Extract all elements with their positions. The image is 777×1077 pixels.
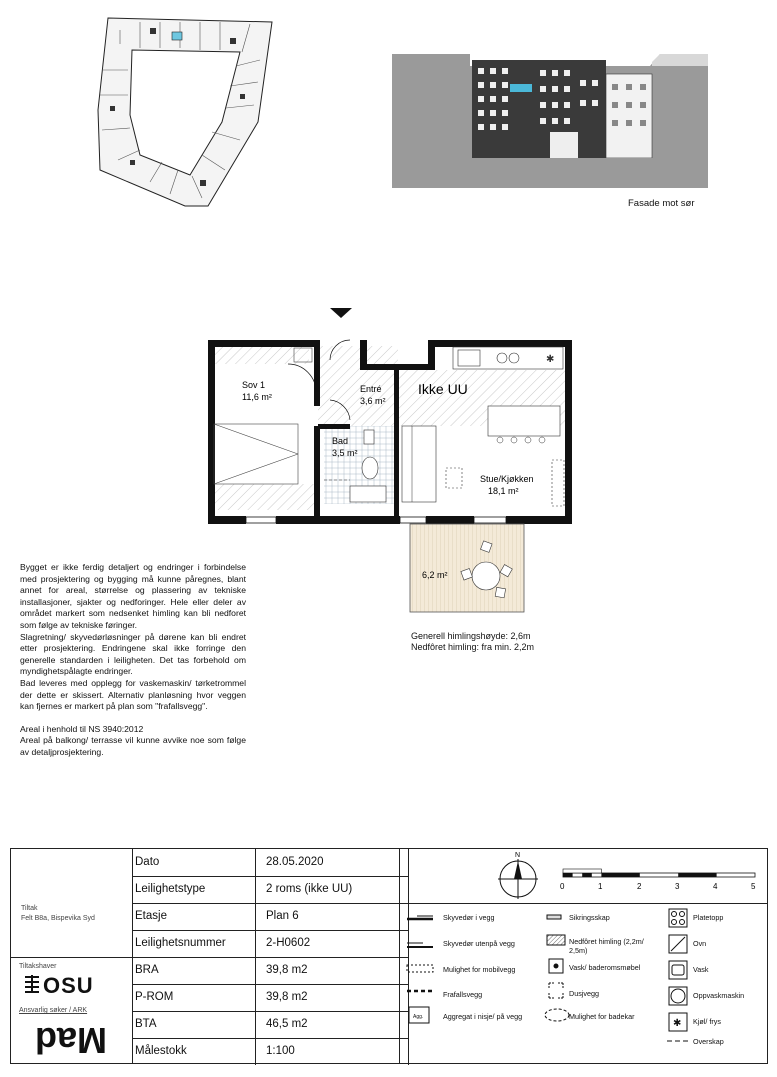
legend-label: Ovn bbox=[693, 939, 707, 948]
cooktop-icon bbox=[669, 909, 687, 927]
note-paragraph: Slagretning/ skyvedørløsninger på dørene kan bli endret etter prosjektering. Endringene skal ikke forringe den generelle standarden i leiligheten. Det tas forbehold om myndighetspålagte endringer. bbox=[20, 631, 246, 677]
legend-label: Platetopp bbox=[693, 913, 724, 922]
note-paragraph: Bygget er ikke ferdig detaljert og endringer i forbindelse med prosjektering og bygging må kunne påregnes, blant annet for areal, størrelse og plassering av tekniske installasjoner, sjakter og nedforinger. Hele eller deler av området markert som nedsenket himling kan bli nedforet som følge av tekniske føringer. bbox=[20, 562, 246, 630]
scale-tick: 2 bbox=[637, 882, 642, 891]
ansvarlig-label: Ansvarlig søker / ARK bbox=[19, 1007, 88, 1014]
legend-label: Aggregat i nisje/ på vegg bbox=[443, 1012, 523, 1021]
osu-mark-icon bbox=[25, 975, 39, 993]
table-row: P-ROM 39,8 m2 bbox=[132, 984, 409, 1012]
facade-elevation bbox=[390, 40, 710, 192]
accessibility-label: Ikke UU bbox=[418, 381, 468, 397]
legend-label: Overskap bbox=[693, 1037, 724, 1046]
legend-label: Skyvedør utenpå vegg bbox=[443, 939, 515, 948]
room-area-entre: 3,6 m² bbox=[360, 396, 386, 406]
facade-highlight bbox=[510, 84, 532, 92]
sink-icon bbox=[669, 961, 687, 979]
compass-and-scale bbox=[411, 849, 767, 903]
room-name-sov1: Sov 1 bbox=[242, 380, 266, 390]
floor-plan bbox=[200, 300, 580, 620]
scale-tick: 4 bbox=[713, 882, 718, 891]
legend-label: Mulighet for badekar bbox=[569, 1012, 635, 1021]
table-row: Dato 28.05.2020 bbox=[132, 849, 409, 877]
note-paragraph: Bad leveres med opplegg for vaskemaskin/ tørketrommel der dette er skissert. Alternativ planløsning hvor veggen kan fjernes er markert på plan som "frafallsvegg". bbox=[20, 677, 246, 712]
note-paragraph: Areal i henhold til NS 3940:2012 bbox=[20, 723, 144, 734]
north-arrow-icon bbox=[498, 859, 538, 899]
tiltak-value: Felt B8a, Bispevika Syd bbox=[21, 915, 95, 922]
fridge-freezer-icon bbox=[669, 1013, 687, 1031]
svg-text:✱: ✱ bbox=[546, 354, 555, 365]
svg-text:Agg.: Agg. bbox=[413, 1014, 424, 1020]
table-row: Målestokk 1:100 bbox=[132, 1038, 409, 1065]
disclaimer-notes bbox=[20, 562, 246, 759]
sliding-door-outside-wall-icon bbox=[407, 943, 433, 947]
room-area-bad: 3,5 m² bbox=[332, 448, 358, 458]
scale-tick: 5 bbox=[751, 882, 756, 891]
room-area-sov1: 11,6 m² bbox=[242, 392, 272, 402]
dishwasher-icon bbox=[669, 987, 687, 1005]
room-name-entre: Entré bbox=[360, 384, 382, 394]
entrance-arrow-icon bbox=[330, 308, 352, 318]
legend-label: Vask bbox=[693, 965, 709, 974]
osu-logo: OSU bbox=[43, 973, 94, 998]
bathroom-sink-icon bbox=[549, 959, 563, 973]
legend-label: Skyvedør i vegg bbox=[443, 913, 495, 922]
legend-label: Frafallsvegg bbox=[443, 990, 483, 999]
room-name-stue: Stue/Kjøkken bbox=[480, 474, 534, 484]
table-row: BTA 46,5 m2 bbox=[132, 1011, 409, 1039]
scale-tick: 1 bbox=[598, 882, 603, 891]
lowered-ceiling-icon bbox=[547, 935, 565, 945]
room-area-balcony: 6,2 m² bbox=[422, 570, 448, 580]
legend-label: Kjøl/ frys bbox=[693, 1017, 721, 1026]
legend-label: Nedfôret himling (2,2m/ 2,5m) bbox=[569, 937, 644, 955]
room-name-bad: Bad bbox=[332, 436, 349, 446]
ventilation-unit-icon bbox=[409, 1007, 429, 1023]
shower-wall-icon bbox=[549, 983, 563, 998]
scale-tick: 3 bbox=[675, 882, 680, 891]
mobile-wall-icon bbox=[407, 965, 433, 972]
sliding-door-in-wall-icon bbox=[407, 916, 433, 919]
table-row: BRA 39,8 m2 bbox=[132, 957, 409, 985]
legend-label: Mulighet for mobilvegg bbox=[443, 965, 516, 974]
fuse-box-icon bbox=[547, 915, 561, 919]
table-row: Etasje Plan 6 bbox=[132, 903, 409, 931]
bathtub-option-icon bbox=[545, 1009, 569, 1021]
oven-icon bbox=[669, 935, 687, 953]
table-row: Leilighetsnummer 2-H0602 bbox=[132, 930, 409, 958]
ceiling-heights bbox=[411, 631, 534, 653]
legend-label: Vask/ baderomsmøbel bbox=[569, 963, 641, 972]
legend-label: Dusjvegg bbox=[569, 989, 599, 998]
key-plan bbox=[90, 10, 280, 215]
mad-logo: Mad bbox=[35, 1020, 107, 1061]
info-table bbox=[132, 849, 409, 1063]
ceiling-height-lowered: Nedfôret himling: fra min. 2,2m bbox=[411, 642, 535, 652]
compass-label: N bbox=[515, 852, 521, 859]
key-plan-highlight bbox=[172, 32, 182, 40]
title-block-left bbox=[11, 849, 133, 1063]
tiltak-label: Tiltak bbox=[21, 905, 38, 912]
scale-tick: 0 bbox=[560, 882, 565, 891]
tiltakshaver-label: Tiltakshaver bbox=[19, 963, 57, 970]
title-block bbox=[10, 848, 768, 1064]
facade-caption: Fasade mot sør bbox=[628, 198, 695, 209]
legend-label: Oppvaskmaskin bbox=[693, 991, 745, 1000]
note-paragraph: Areal på balkong/ terrasse vil kunne avvike noe som følge av detaljprosjektering. bbox=[20, 735, 246, 757]
ceiling-height-general: Generell himlingshøyde: 2,6m bbox=[411, 631, 531, 641]
svg-text:✱: ✱ bbox=[673, 1018, 682, 1029]
legend-label: Sikringsskap bbox=[569, 913, 610, 922]
scale-bar bbox=[563, 869, 755, 877]
table-row: Leilighetstype 2 roms (ikke UU) bbox=[132, 876, 409, 904]
room-area-stue: 18,1 m² bbox=[488, 486, 519, 496]
